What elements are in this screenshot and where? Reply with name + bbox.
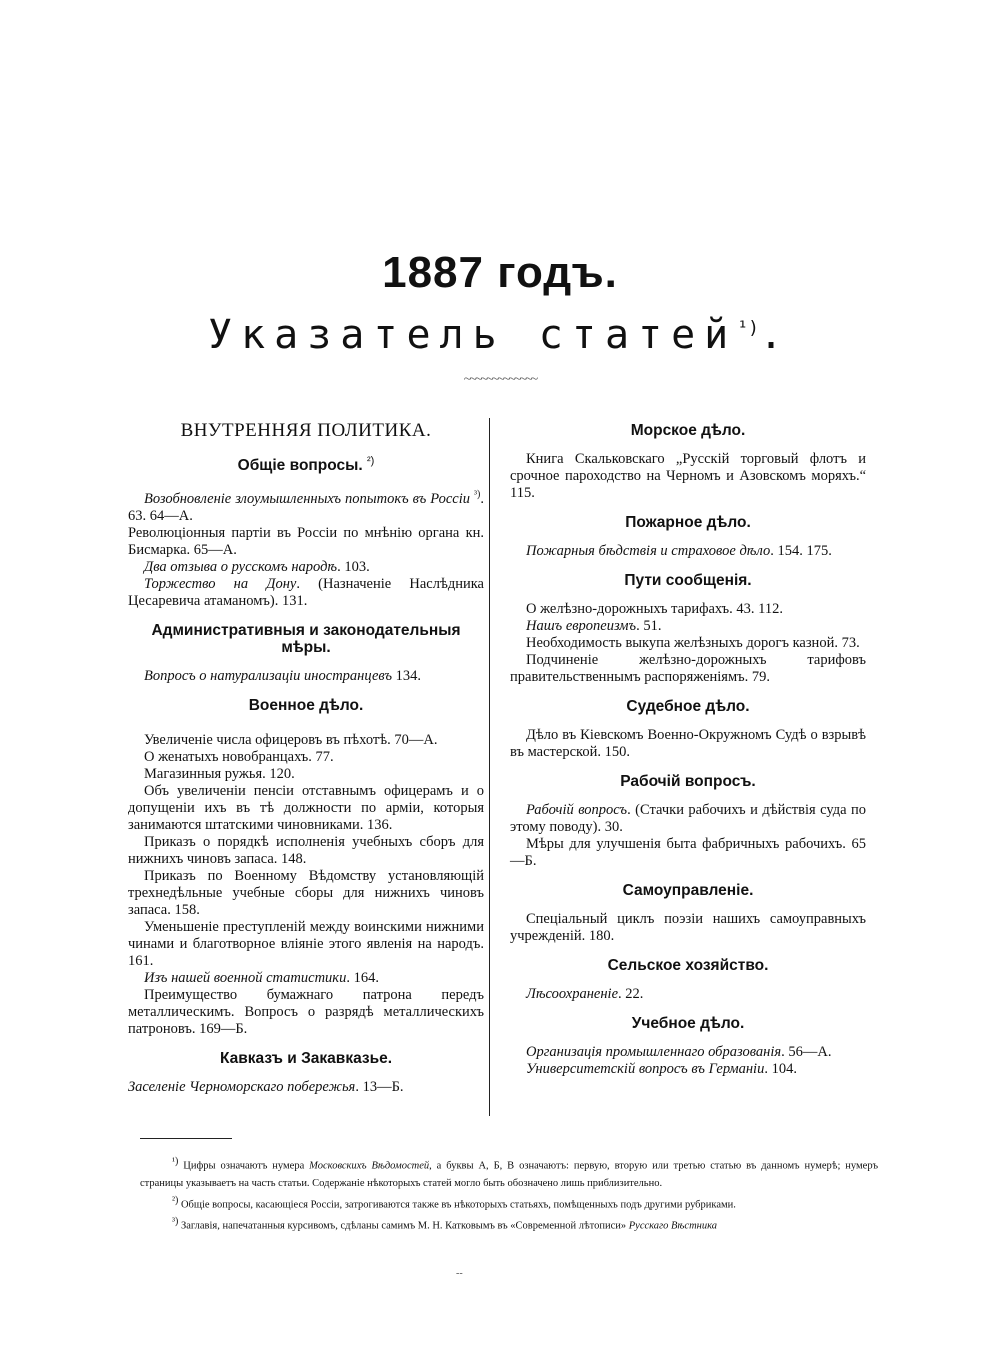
section-heading-caucasus: Кавказъ и Закавказье.: [219, 1049, 393, 1067]
list-item: Приказъ по Военному Вѣдомству установляющій трехнедѣльные учебные сборы для нижнихъ чиновъ запаса. 158.: [128, 867, 484, 918]
list-item: Увеличеніе числа офицеровъ въ пѣхотѣ. 70—А.: [144, 731, 438, 748]
list-item: [510, 986, 866, 1003]
section-heading-selfgov: Самоуправленіе.: [622, 882, 754, 899]
footnote-text: Общіе вопросы, касающіеся Россіи, затрогиваются также въ нѣкоторыхъ статьяхъ, помѣщенныхъ подъ другими рубриками.: [178, 1199, 736, 1210]
list-item: [510, 802, 866, 836]
section-heading-judicial: Судебное дѣло.: [626, 698, 750, 715]
index-title: [0, 312, 1000, 358]
refs: . 51.: [636, 618, 662, 634]
refs: . 63. 64—А.: [128, 490, 484, 524]
list-item: [510, 618, 866, 635]
italic-title: Университетскій вопросъ въ Германіи: [526, 1061, 765, 1077]
list-item: [510, 1044, 866, 1061]
footnote-rule: [140, 1138, 232, 1139]
refs: . 164.: [346, 969, 379, 986]
italic-title: Два отзыва о русскомъ народѣ: [144, 558, 338, 575]
list-item: Книга Скальковскаго „Русскій торговый флотъ и срочное пароходство на Черномъ и Азовскомъ моряхъ.“ 115.: [510, 451, 866, 501]
italic-title: Возобновленіе злоумышленныхъ попытокъ въ Россіи: [144, 490, 471, 507]
index-title-period: .: [758, 312, 793, 358]
section-heading-text: Общіе вопросы.: [237, 457, 363, 475]
list-item: [510, 1061, 866, 1078]
refs: . 56—А.: [781, 1044, 832, 1060]
refs: . 103.: [337, 558, 370, 575]
italic-title: Организація промышленнаго образованія: [526, 1044, 782, 1060]
footnote-source: Русскаго Вѣстника: [628, 1220, 718, 1232]
italic-title: Вопросъ о натурализаціи иностранцевъ: [144, 667, 393, 684]
page-mark: --: [456, 1268, 463, 1279]
list-item: [128, 970, 484, 987]
footnote-text: , а буквы А, Б, В означаютъ: первую, вторую или третью статью въ данномъ нумерѣ; нумеръ страницы указываетъ на часть статьи. Содержаніе нѣкоторыхъ статей могло быть обозначено лишь приблизительно.: [140, 1160, 879, 1189]
footnote-mark: ³): [474, 489, 481, 501]
italic-title: Торжество на Дону: [144, 575, 297, 592]
index-title-text: Указатель статей: [207, 312, 738, 358]
list-item: [128, 486, 484, 525]
right-column: [510, 418, 866, 1078]
italic-title: Заселеніе Черноморскаго побережья: [128, 1078, 356, 1095]
section-heading-admin: Административныя и законодательныя мѣры.: [151, 621, 461, 656]
column-divider: [489, 418, 490, 1116]
italic-title: Рабочій вопросъ: [526, 802, 628, 818]
list-item: Уменьшеніе преступленій между воинскими нижними чинами и благотворное вліяніе этого явленія на народъ. 161.: [128, 918, 484, 969]
list-item: [128, 1079, 484, 1096]
footnote-mark: ¹): [172, 1156, 179, 1167]
footnote-2: [140, 1192, 878, 1214]
italic-title: Пожарныя бѣдствія и страховое дѣло: [526, 543, 771, 559]
footnote-3: [140, 1213, 878, 1235]
italic-title: Нашъ европеизмъ: [526, 618, 637, 634]
footnotes: [140, 1153, 878, 1235]
list-item: О желѣзно-дорожныхъ тарифахъ. 43. 112.: [526, 601, 783, 617]
section-heading-railways: Пути сообщенія.: [624, 572, 752, 589]
refs: . 104.: [764, 1061, 797, 1077]
left-column: [128, 418, 484, 1096]
list-item: Необходимость выкупа желѣзныхъ дорогъ казной. 73.: [526, 635, 860, 651]
footnote-mark: ²): [172, 1194, 179, 1206]
year-title: 1887 годъ.: [382, 248, 618, 297]
refs: . (Назначеніе Наслѣдника Цесаревича атаманомъ). 131.: [128, 575, 484, 609]
footnote-mark: ³): [172, 1216, 179, 1227]
list-item: Мѣры для улучшенія быта фабричныхъ рабочихъ. 65—Б.: [510, 836, 866, 869]
list-item: Объ увеличеніи пенсіи отставнымъ офицерамъ и о допущеніи ихъ въ тѣ должности по арміи, которыя занимаются штатскими чиновниками. 136.: [128, 782, 484, 833]
index-title-note: ¹): [737, 317, 759, 339]
list-item: [128, 576, 484, 610]
section-heading-agriculture: Сельское хозяйство.: [607, 957, 769, 974]
section-heading-military: Военное дѣло.: [248, 696, 364, 714]
list-item: О женатыхъ новобранцахъ. 77.: [144, 748, 334, 765]
refs: . 22.: [618, 986, 644, 1002]
refs: . (Стачки рабочихъ и дѣйствія суда по этому поводу). 30.: [510, 802, 866, 835]
list-item: Революціонныя партіи въ Россіи по мнѣнію органа кн. Бисмарка. 65—А.: [128, 524, 484, 558]
list-item: Приказъ о порядкѣ исполненія учебныхъ сборъ для нижнихъ чиновъ запаса. 148.: [128, 833, 484, 867]
footnote-source: Московскихъ Вѣдомостей: [309, 1160, 430, 1172]
section-heading-education: Учебное дѣло.: [631, 1015, 745, 1032]
footnote-mark: ²): [366, 455, 375, 467]
footnote-text: Заглавія, напечатанныя курсивомъ, сдѣланы самимъ М. Н. Катковымъ въ «Современной лѣтописи»: [178, 1220, 629, 1232]
italic-title: Изъ нашей военной статистики: [144, 969, 347, 986]
list-item: Подчиненіе желѣзно-дорожныхъ тарифовъ правительственнымъ распоряженіямъ. 79.: [510, 652, 866, 685]
section-heading-fire: Пожарное дѣло.: [625, 514, 751, 531]
section-heading-labour: Рабочій вопросъ.: [620, 773, 756, 790]
list-item: [128, 559, 484, 576]
list-item: Дѣло въ Кіевскомъ Военно-Окружномъ Судѣ о взрывѣ въ мастерской. 150.: [510, 727, 866, 760]
refs: 134.: [392, 667, 422, 684]
ornament-divider: ~~~~~~~~~~~~~: [463, 372, 537, 387]
footnote-1: [140, 1153, 878, 1192]
section-heading-naval: Морское дѣло.: [630, 422, 746, 439]
main-heading: ВНУТРЕННЯЯ ПОЛИТИКА.: [180, 420, 432, 441]
list-item: Магазинныя ружья. 120.: [144, 765, 295, 782]
refs: . 154. 175.: [770, 543, 832, 559]
section-heading-general: [128, 453, 484, 474]
list-item: [510, 543, 866, 560]
list-item: Преимущество бумажнаго патрона передъ металлическимъ. Вопросъ о разрядѣ металлическихъ патроновъ. 169—Б.: [128, 986, 484, 1037]
refs: . 13—Б.: [355, 1078, 404, 1095]
list-item: Спеціальный циклъ поэзіи нашихъ самоуправныхъ учрежденій. 180.: [510, 911, 866, 944]
footnote-text: Цифры означаютъ нумера: [178, 1160, 310, 1172]
list-item: [128, 668, 484, 685]
italic-title: Лѣсоохраненіе: [526, 986, 618, 1002]
